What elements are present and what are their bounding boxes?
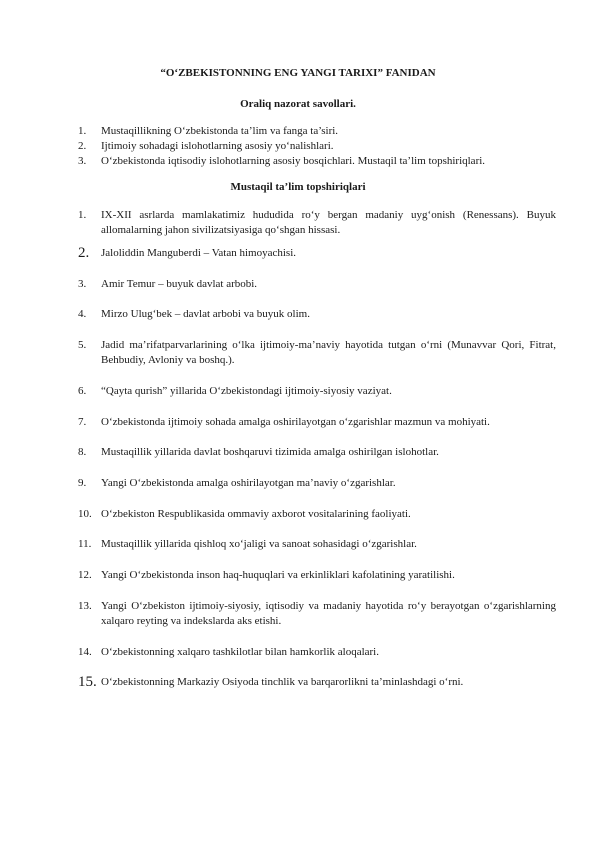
- item-text: O‘zbekistonning Markaziy Osiyoda tinchlik va barqarorlikni ta’minlashdagi o‘rni.: [101, 676, 464, 688]
- list-item: [78, 476, 556, 507]
- item-number: 4.: [78, 308, 87, 320]
- task-list: [78, 208, 556, 695]
- list-item: [78, 277, 556, 307]
- document-title: “O‘ZBEKISTONNING ENG YANGI TARIXI” FANIDAN: [160, 67, 436, 79]
- question-list: [78, 124, 556, 169]
- item-number: 3.: [78, 278, 87, 290]
- item-text: Yangi O‘zbekiston ijtimoiy-siyosiy, iqtisodiy va madaniy hayotida ro‘y berayotgan o‘zgarishlarning xalqaro reyting va indekslarda aks etishi.: [101, 600, 556, 627]
- item-number: 12.: [78, 569, 92, 581]
- item-text: Mustaqillik yillarida davlat boshqaruvi tizimida amalga oshirilgan islohotlar.: [101, 446, 439, 458]
- list-item: [78, 245, 556, 277]
- list-item: [78, 139, 556, 154]
- item-text: IX-XII asrlarda mamlakatimiz hududida ro‘y bergan madaniy uyg‘onish (Renessans). Buyuk allomalarning jahon sivilizatsiyasiga qo‘shgan hissasi.: [101, 209, 556, 236]
- list-item: [78, 415, 556, 445]
- item-text: O‘zbekistonda iqtisodiy islohotlarning asosiy bosqichlari. Mustaqil ta’lim topshiriqlari.: [101, 155, 486, 167]
- item-number: 1.: [78, 125, 87, 137]
- list-item: [78, 645, 556, 675]
- document-subtitle: Oraliq nazorat savollari.: [240, 98, 356, 110]
- item-text: Mustaqillikning O‘zbekistonda ta’lim va fanga ta’siri.: [101, 125, 339, 137]
- item-number: 7.: [78, 416, 87, 428]
- list-item: [78, 154, 556, 169]
- list-item: [78, 307, 556, 338]
- item-number: 8.: [78, 446, 87, 458]
- item-number: 10.: [78, 508, 92, 520]
- item-text: Jadid ma’rifatparvarlarining o‘lka ijtimoiy-ma’naviy hayotida tutgan o‘rni (Munavvar Qori, Fitrat, Behbudiy, Avloniy va boshq.).: [101, 339, 556, 366]
- item-text: Jaloliddin Manguberdi – Vatan himoyachisi.: [101, 247, 297, 259]
- item-text: O‘zbekistonda ijtimoiy sohada amalga oshirilayotgan o‘zgarishlar mazmun va mohiyati.: [101, 416, 490, 428]
- list-item: [78, 338, 556, 384]
- item-text: Yangi O‘zbekistonda inson haq-huquqlari va erkinliklari kafolatining yaratilishi.: [101, 569, 455, 581]
- item-text: Ijtimoiy sohadagi islohotlarning asosiy yo‘nalishlari.: [101, 140, 334, 152]
- item-text: Yangi O‘zbekistonda amalga oshirilayotgan ma’naviy o‘zgarishlar.: [101, 477, 396, 489]
- item-number: 9.: [78, 477, 87, 489]
- list-item: [78, 208, 556, 246]
- item-number: 3.: [78, 155, 87, 167]
- item-number: 13.: [78, 600, 92, 612]
- item-number: 2.: [78, 245, 90, 261]
- item-number: 6.: [78, 385, 87, 397]
- section-heading: Mustaqil ta’lim topshiriqlari: [230, 181, 366, 193]
- item-number: 15.: [78, 674, 97, 690]
- list-item: [78, 537, 556, 568]
- list-item: [78, 674, 556, 695]
- list-item: [78, 445, 556, 476]
- list-item: [78, 599, 556, 645]
- item-text: O‘zbekiston Respublikasida ommaviy axborot vositalarining faoliyati.: [101, 508, 411, 520]
- list-item: [78, 124, 556, 139]
- item-text: O‘zbekistonning xalqaro tashkilotlar bilan hamkorlik aloqalari.: [101, 646, 379, 658]
- item-number: 5.: [78, 339, 87, 351]
- list-item: [78, 568, 556, 599]
- list-item: [78, 507, 556, 537]
- item-text: Amir Temur – buyuk davlat arbobi.: [101, 278, 258, 290]
- item-text: Mirzo Ulug‘bek – davlat arbobi va buyuk olim.: [101, 308, 310, 320]
- item-number: 1.: [78, 209, 87, 221]
- list-item: [78, 384, 556, 415]
- item-number: 14.: [78, 646, 92, 658]
- item-number: 11.: [78, 538, 92, 550]
- item-text: “Qayta qurish” yillarida O‘zbekistondagi ijtimoiy-siyosiy vaziyat.: [101, 385, 392, 397]
- item-number: 2.: [78, 140, 87, 152]
- item-text: Mustaqillik yillarida qishloq xo‘jaligi va sanoat sohasidagi o‘zgarishlar.: [101, 538, 417, 550]
